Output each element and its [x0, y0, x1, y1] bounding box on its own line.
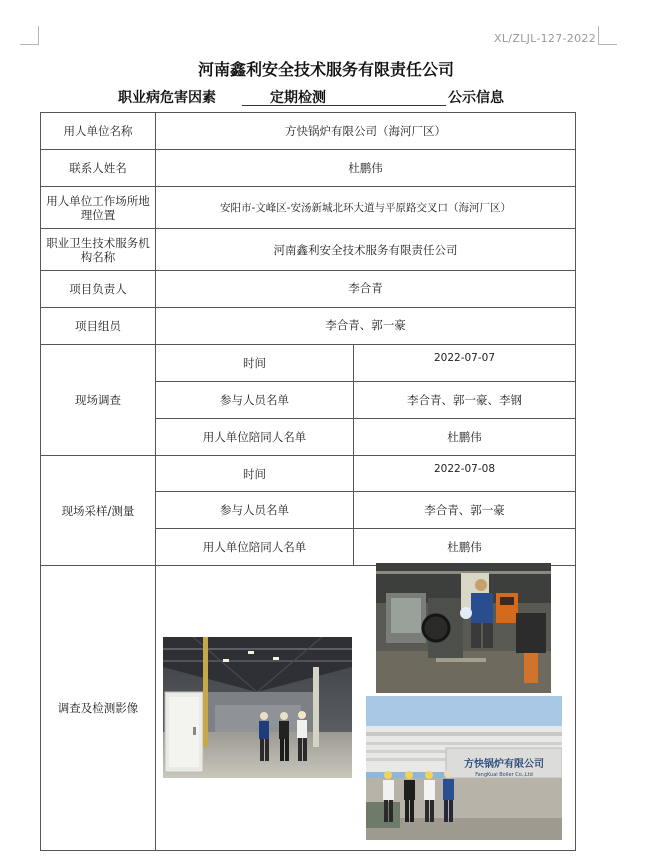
table-row	[41, 150, 576, 187]
contact-name-value: 杜鹏伟	[156, 150, 576, 187]
project-members-value: 李合青、郭一豪	[156, 308, 576, 345]
agency-label: 职业卫生技术服务机构名称	[41, 229, 156, 271]
agency-value: 河南鑫利安全技术服务有限责任公司	[156, 229, 576, 271]
welding-workshop-photo	[376, 563, 551, 693]
project-members-label: 项目组员	[41, 308, 156, 345]
project-lead-value: 李合青	[156, 271, 576, 308]
employer-name-value: 方快锅炉有限公司（海河厂区）	[156, 113, 576, 150]
factory-interior-image	[163, 637, 352, 778]
location-value: 安阳市-文峰区-安汤新城北环大道与平原路交叉口（海河厂区）	[156, 187, 576, 229]
subtitle-prefix: 职业病危害因素	[118, 90, 216, 106]
survey-time-value: 2022-07-07	[354, 345, 576, 382]
welding-workshop-image	[376, 563, 551, 693]
sampling-participants-value: 李合青、郭一豪	[354, 492, 576, 529]
table-row	[41, 113, 576, 150]
table-row	[41, 308, 576, 345]
factory-sign-subtext: FangKuai Boiler Co.,Ltd	[475, 772, 533, 778]
document-title: 河南鑫利安全技术服务有限责任公司	[197, 60, 454, 79]
sampling-escort-value: 杜鹏伟	[354, 529, 576, 566]
subtitle-type: 定期检测	[270, 90, 326, 106]
sampling-label: 现场采样/测量	[41, 456, 156, 566]
contact-name-label: 联系人姓名	[41, 150, 156, 187]
location-label: 用人单位工作场所地理位置	[41, 187, 156, 229]
table-row	[41, 229, 576, 271]
document-code: XL/ZLJL-127-2022	[494, 32, 596, 45]
factory-interior-photo	[163, 637, 352, 778]
table-row	[41, 271, 576, 308]
sampling-escort-label: 用人单位陪同人名单	[156, 529, 354, 566]
crop-mark-right	[598, 26, 617, 45]
factory-exterior-image	[366, 696, 562, 840]
survey-escort-label: 用人单位陪同人名单	[156, 419, 354, 456]
survey-time-label: 时间	[156, 345, 354, 382]
document-subtitle	[118, 87, 538, 109]
employer-name-label: 用人单位名称	[41, 113, 156, 150]
table-row	[41, 456, 576, 492]
factory-exterior-photo	[366, 696, 562, 840]
survey-participants-label: 参与人员名单	[156, 382, 354, 419]
survey-participants-value: 李合青、郭一豪、李钢	[354, 382, 576, 419]
sampling-time-value: 2022-07-08	[354, 456, 576, 492]
sampling-time-label: 时间	[156, 456, 354, 492]
factory-sign-text: 方快锅炉有限公司	[464, 759, 544, 770]
project-lead-label: 项目负责人	[41, 271, 156, 308]
table-row	[41, 345, 576, 382]
images-label: 调查及检测影像	[41, 566, 156, 851]
subtitle-suffix: 公示信息	[448, 90, 504, 106]
survey-label: 现场调查	[41, 345, 156, 456]
survey-escort-value: 杜鹏伟	[354, 419, 576, 456]
table-row	[41, 187, 576, 229]
sampling-participants-label: 参与人员名单	[156, 492, 354, 529]
subtitle-type-field	[242, 87, 446, 106]
crop-mark-left	[20, 26, 39, 45]
